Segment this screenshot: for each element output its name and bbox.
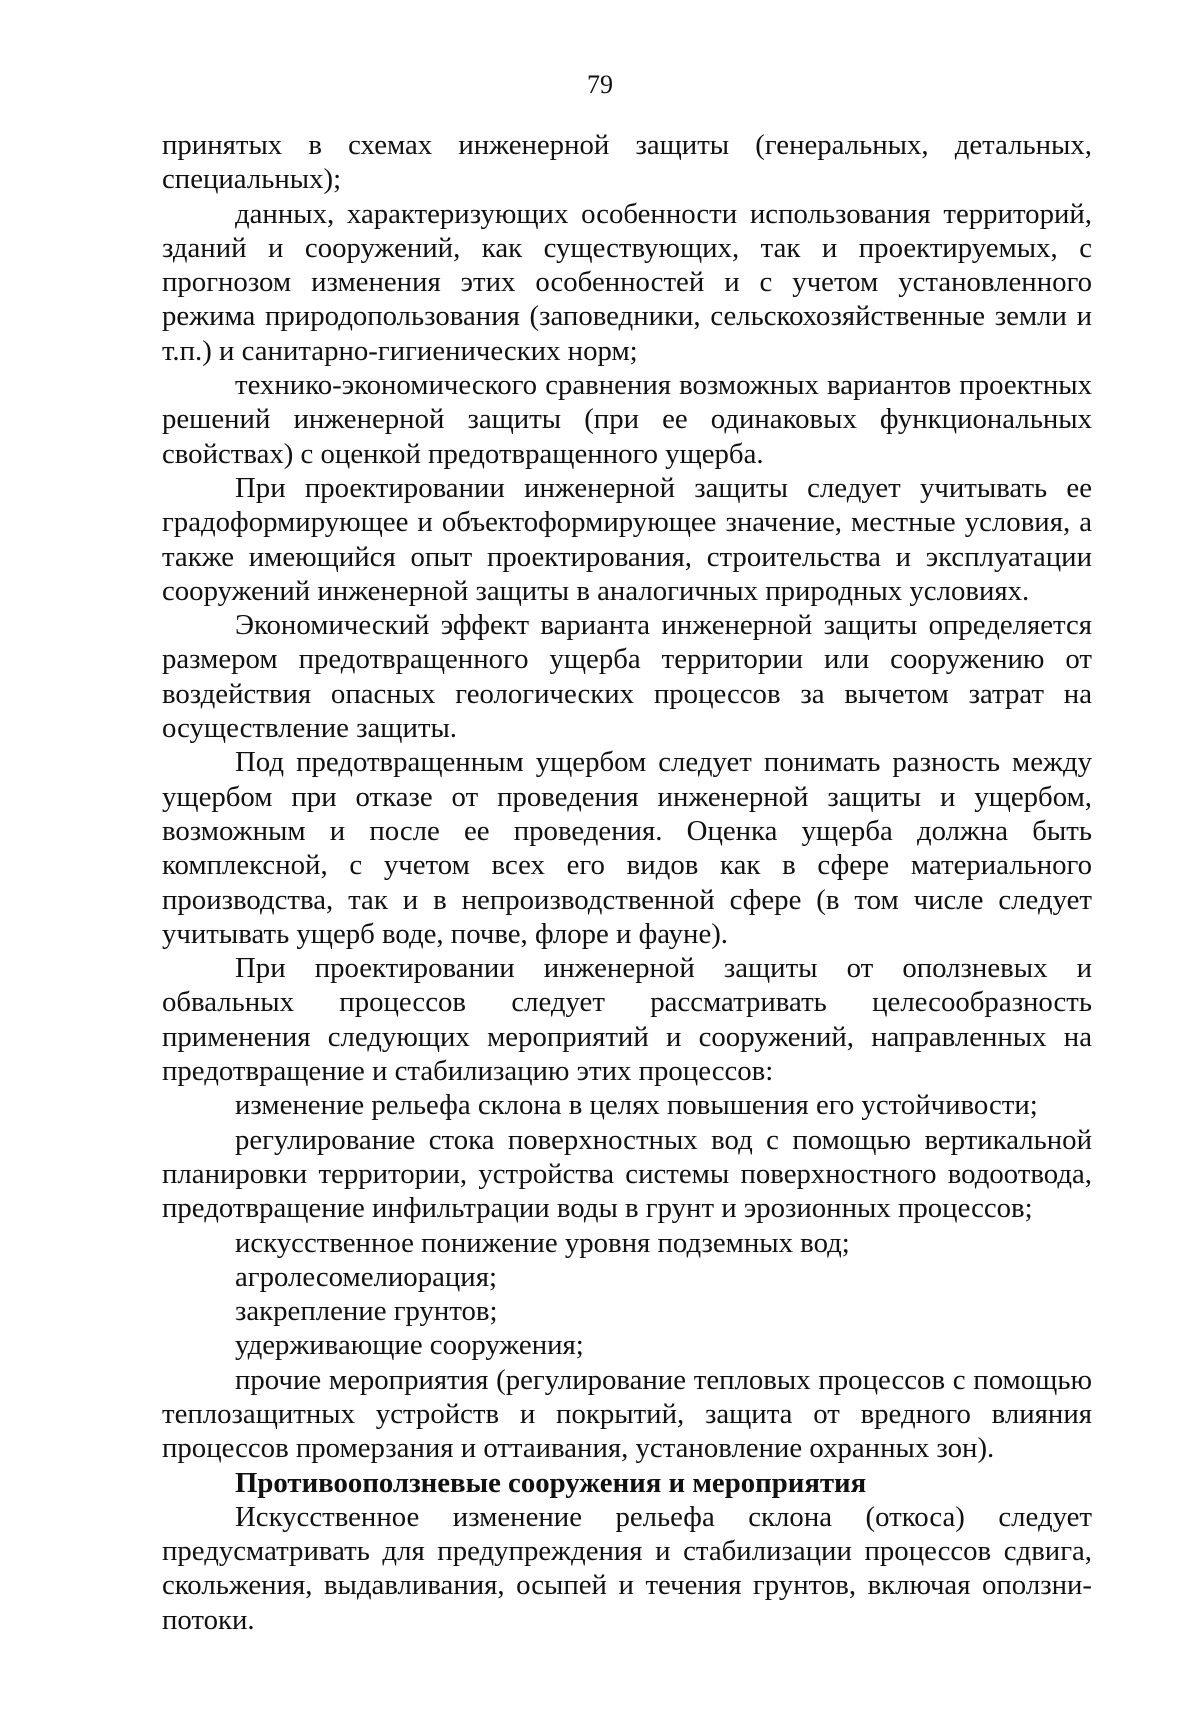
paragraph-relief-modification: Искусственное изменение рельефа склона (откоса) следует предусматривать для предупреждения и стабилизации процессов сдвига, скольжения, выдавливания, осыпей и течения грунтов, включая оползни-потоки.	[162, 1500, 1092, 1636]
document-body	[162, 128, 1092, 1637]
section-heading: Противооползневые сооружения и мероприятия	[235, 1466, 867, 1499]
paragraph-design-considerations: При проектировании инженерной защиты следует учитывать ее градоформирующее и объектоформирующее значение, местные условия, а также имеющийся опыт проектирования, строительства и эксплуатации сооружений инженерной защиты в аналогичных природных условиях.	[162, 471, 1092, 607]
paragraph-landslide-measures-intro: При проектировании инженерной защиты от оползневых и обвальных процессов следует рассматривать целесообразность применения следующих мероприятий и сооружений, направленных на предотвращение и стабилизацию этих процессов:	[162, 952, 1092, 1088]
paragraph-continued-list-item: принятых в схемах инженерной защиты (генеральных, детальных, специальных);	[162, 129, 1092, 196]
page-number: 79	[587, 70, 613, 99]
list-item-retaining-structures: удерживающие сооружения;	[235, 1329, 584, 1362]
list-item-soil-fixing: закрепление грунтов;	[235, 1295, 498, 1328]
paragraph-prevented-damage: Под предотвращенным ущербом следует понимать разность между ущербом при отказе от проведения инженерной защиты и ущербом, возможным и после ее проведения. Оценка ущерба должна быть комплексной, с учетом всех его видов как в сфере материального производства, так и в непроизводственной сфере (в том числе следует учитывать ущерб воде, почве, флоре и фауне).	[162, 746, 1092, 950]
list-item-data-characteristics: данных, характеризующих особенности использования территорий, зданий и сооружений, как существующих, так и проектируемых, с прогнозом изменения этих особенностей и с учетом установленного режима природопользования (заповедники, сельскохозяйственные земли и т.п.) и санитарно-гигиенических норм;	[162, 197, 1092, 367]
list-item-other-measures: прочие мероприятия (регулирование тепловых процессов с помощью теплозащитных устройств и покрытий, защита от вредного влияния процессов промерзания и оттаивания, установление охранных зон).	[162, 1363, 1092, 1465]
list-item-runoff-regulation: регулирование стока поверхностных вод с помощью вертикальной планировки территории, устройства системы поверхностного водоотвода, предотвращение инфильтрации воды в грунт и эрозионных процессов;	[162, 1123, 1092, 1225]
list-item-relief-change: изменение рельефа склона в целях повышения его устойчивости;	[235, 1089, 1038, 1122]
list-item-groundwater-lowering: искусственное понижение уровня подземных вод;	[235, 1226, 850, 1259]
list-item-technical-economic-comparison: технико-экономического сравнения возможных вариантов проектных решений инженерной защиты (при ее одинаковых функциональных свойствах) с оценкой предотвращенного ущерба.	[162, 369, 1092, 470]
paragraph-economic-effect: Экономический эффект варианта инженерной защиты определяется размером предотвращенного ущерба территории или сооружению от воздействия опасных геологических процессов за вычетом затрат на осуществление защиты.	[162, 609, 1092, 745]
list-item-agroforestry: агролесомелиорация;	[235, 1260, 497, 1293]
